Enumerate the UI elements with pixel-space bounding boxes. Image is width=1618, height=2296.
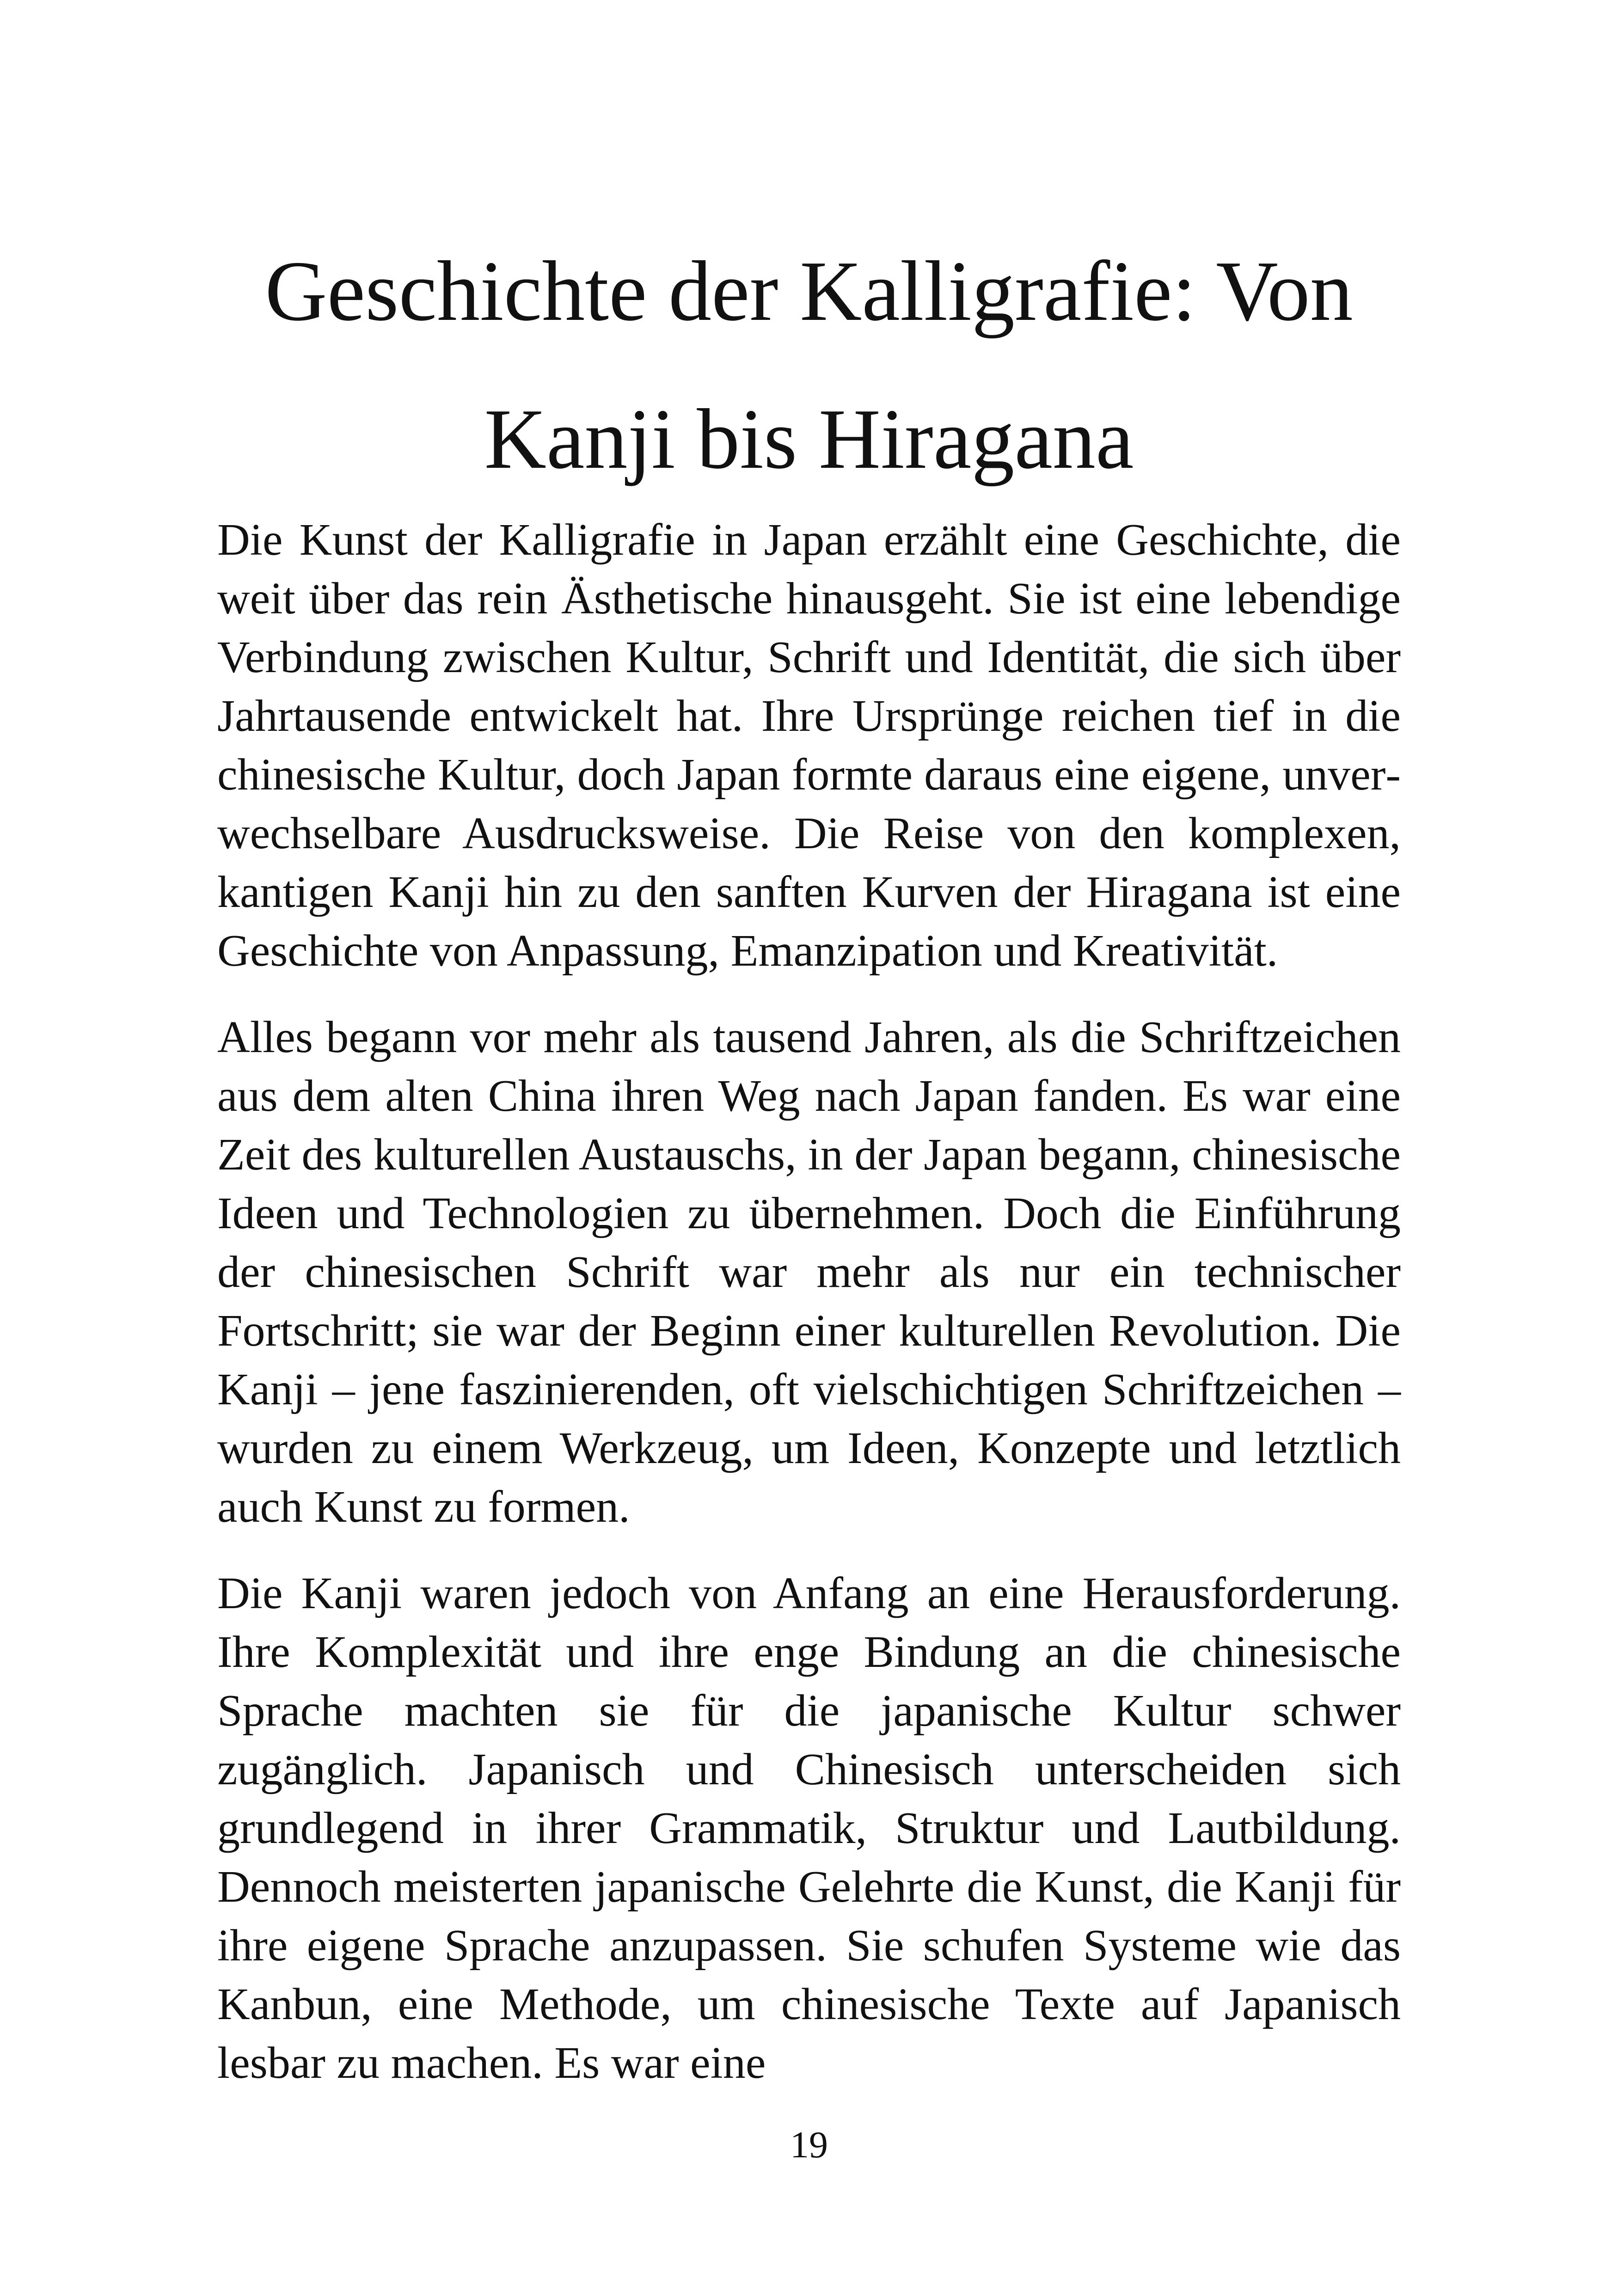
chapter-title: Geschichte der Kalligrafie: Von Kanji bis Hiragana [265, 244, 1353, 487]
body-text [217, 511, 1401, 2120]
paragraph-2: Alles begann vor mehr als tausend Jahren, als die Schriftzeichen aus dem alten China ihren Weg nach Japan fanden. Es war eine Zeit des kulturellen Austauschs, in der Japan begann, chinesische Ideen und Technologien zu übernehmen. Doch die Einführung der chinesischen Schrift war mehr als nur ein technischer Fortschritt; sie war der Beginn einer kulturellen Revolution. Die Kanji – jene faszinierenden, oft vielschichtigen Schriftzeichen – wurden zu einem Werkzeug, um Ideen, Konzepte und letztlich auch Kunst zu formen. [217, 1012, 1401, 1532]
paragraph-3: Die Kanji waren jedoch von Anfang an eine Herausforderung. Ihre Komplexität und ihre enge Bindung an die chinesische Sprache machten sie für die japanische Kultur schwer zugänglich. Japanisch und Chinesisch unterscheiden sich grundlegend in ihrer Grammatik, Struktur und Lautbildung. Dennoch meisterten japanische Gelehrte die Kunst, die Kanji für ihre eigene Sprache anzupassen. Sie schufen Systeme wie das Kanbun, eine Methode, um chinesische Texte auf Japanisch lesbar zu machen. Es war eine [217, 1568, 1401, 2088]
paragraph-1: Die Kunst der Kalligrafie in Japan erzählt eine Geschichte, die weit über das rein Ästhetische hinausgeht. Sie ist eine lebendige Verbindung zwischen Kultur, Schrift und Identität, die sich über Jahrtausende entwickelt hat. Ihre Ursprünge reichen tief in die chinesische Kultur, doch Japan formte daraus eine eigene, unverwechselbare Ausdrucksweise. Die Reise von den komplexen, kantigen Kanji hin zu den sanften Kurven der Hiragana ist eine Geschichte von Anpassung, Emanzipation und Kreativität. [217, 515, 1401, 976]
page-number: 19 [790, 2124, 828, 2166]
